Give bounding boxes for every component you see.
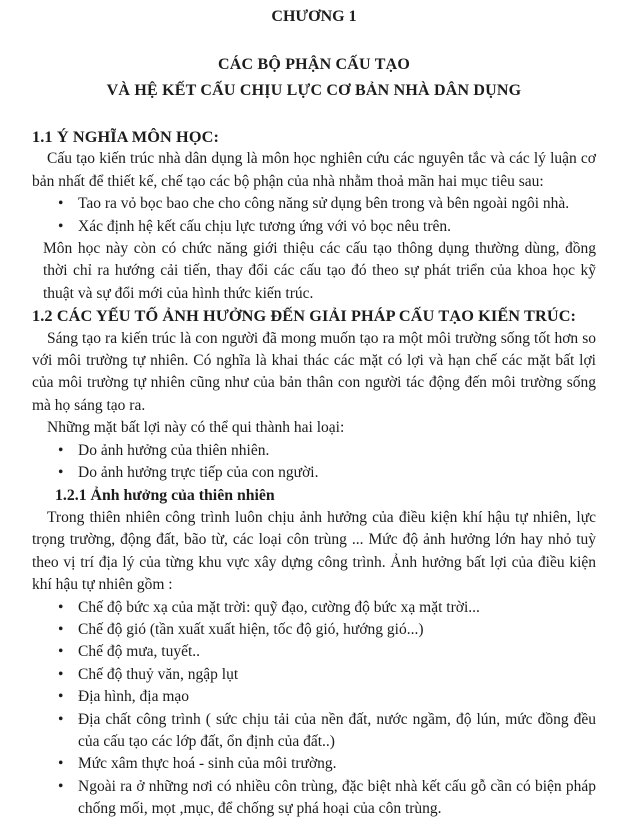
paragraph: Cấu tạo kiến trúc nhà dân dụng là môn học nghiên cứu các nguyên tắc và các lý luận cơ bản nhất để thiết kế, chế tạo các bộ phận của nhà nhằm thoả mãn hai mục tiêu sau: <box>32 150 596 190</box>
list-item: • Chế độ thuỷ văn, ngập lụt <box>32 664 596 686</box>
section-heading-1-1: 1.1 Ý NGHĨA MÔN HỌC: <box>32 127 219 146</box>
document-title <box>32 52 596 104</box>
paragraph: Môn học này còn có chức năng giới thiệu các cấu tạo thông dụng thường dùng, đồng thời chỉ ra hướng cải tiến, thay đổi các cấu tạo đó theo sự phát triển của khoa học kỹ thuật và sự đổi mới của hình thức kiến trúc. <box>43 240 596 302</box>
list-item: • Chế độ bức xạ của mặt trời: quỹ đạo, cường độ bức xạ mặt trời... <box>32 597 596 619</box>
subsection-heading-1-2-1: 1.2.1 Ảnh hưởng của thiên nhiên <box>55 486 275 504</box>
paragraph: Trong thiên nhiên công trình luôn chịu ảnh hưởng của điều kiện khí hậu tự nhiên, lực trọng trường, động đất, bão từ, các loại côn trùng ... Mức độ ảnh hưởng lớn hay nhỏ tuỳ theo vị trí địa lý của từng khu vực xây dựng công trình. Ảnh hưởng bất lợi của điều kiện khí hậu tự nhiên gồm : <box>32 508 596 594</box>
list-item: • Ngoài ra ở những nơi có nhiều côn trùng, đặc biệt nhà kết cấu gỗ cần có biện pháp chống mối, mọt ,mục, để chống sự phá hoại của côn trùng. <box>32 776 596 821</box>
list-item: • Do ảnh hưởng trực tiếp của con người. <box>32 462 596 484</box>
list-item: • Tao ra vỏ bọc bao che cho công năng sử dụng bên trong và bên ngoài ngôi nhà. <box>32 193 596 215</box>
paragraph: Sáng tạo ra kiến trúc là con người đã mong muốn tạo ra một môi trường sống tốt hơn so với môi trường tự nhiên. Có nghĩa là khai thác các mặt có lợi và hạn chế các mặt bất lợi của môi trường tự nhiên cũng như của bản thân con người tác động đến môi trường sống mà họ sáng tạo ra. <box>32 329 596 414</box>
chapter-heading: CHƯƠNG 1 <box>271 8 357 25</box>
list-item: • Địa chất công trình ( sức chịu tải của nền đất, nước ngầm, độ lún, mức đồng đều của cấu tạo các lớp đất, ổn định của đất..) <box>32 709 596 754</box>
document-title-line-2: VÀ HỆ KẾT CẤU CHỊU LỰC CƠ BẢN NHÀ DÂN DỤNG <box>106 82 522 99</box>
document-title-line-1: CÁC BỘ PHẬN CẤU TẠO <box>218 56 410 73</box>
section-heading-1-2: 1.2 CÁC YẾU TỐ ẢNH HƯỞNG ĐẾN GIẢI PHÁP CẤU TẠO KIẾN TRÚC: <box>32 306 577 326</box>
list-item: • Chế độ gió (tần xuất xuất hiện, tốc độ gió, hướng gió...) <box>32 619 596 641</box>
list-item: • Chế độ mưa, tuyết.. <box>32 641 596 663</box>
list-item: • Địa hình, địa mạo <box>32 686 596 708</box>
bullet-list-disadvantage-types <box>32 440 596 485</box>
list-item: • Do ảnh hưởng của thiên nhiên. <box>32 440 596 462</box>
bullet-list-natural-factors <box>32 597 596 821</box>
paragraph: Những mặt bất lợi này có thể qui thành hai loại: <box>47 419 345 437</box>
list-item: • Xác định hệ kết cấu chịu lực tương ứng với vỏ bọc nêu trên. <box>32 216 596 238</box>
bullet-list-objectives <box>32 193 596 238</box>
list-item: • Mức xâm thực hoá - sinh của môi trường. <box>32 753 596 775</box>
